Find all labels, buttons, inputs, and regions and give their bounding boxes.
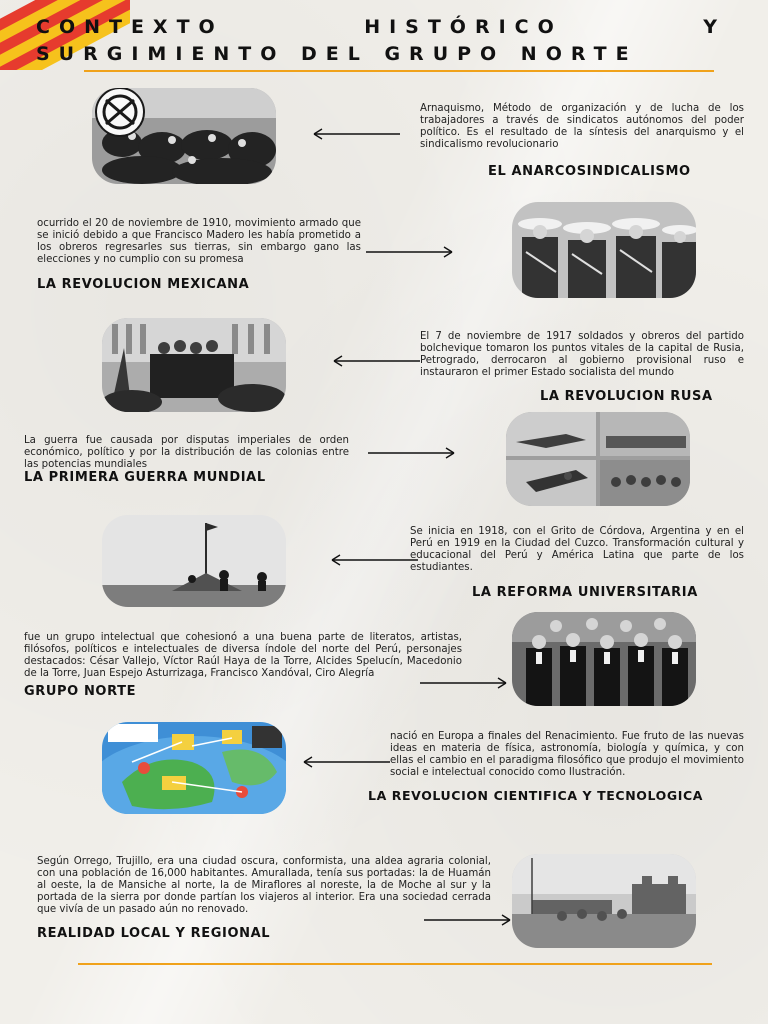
arrow-right-icon xyxy=(366,445,458,461)
arrow-right-icon xyxy=(422,912,514,928)
photo-anarcosindicalismo xyxy=(92,88,276,184)
section-heading-primera-guerra: LA PRIMERA GUERRA MUNDIAL xyxy=(24,470,266,485)
section-heading-grupo-norte: GRUPO NORTE xyxy=(24,684,137,699)
top-divider xyxy=(84,70,714,72)
title-word-3: Y xyxy=(703,16,726,38)
section-heading-revolucion-cientifica: LA REVOLUCION CIENTIFICA Y TECNOLOGICA xyxy=(368,788,703,803)
section-text-anarcosindicalismo: Arnaquismo, Método de organización y de lucha de los trabajadores a través de sindicatos autónomos del poder político. Es el resultado de la síntesis del anarquismo y el sindicalismo revolucionario xyxy=(420,103,744,150)
arrow-right-icon xyxy=(418,675,510,691)
photo-grupo-norte xyxy=(512,612,696,706)
photo-revolucion-rusa xyxy=(102,318,286,412)
section-heading-revolucion-mexicana: LA REVOLUCION MEXICANA xyxy=(37,277,250,292)
photo-realidad-local xyxy=(512,854,696,948)
section-text-revolucion-mexicana: ocurrido el 20 de noviembre de 1910, movimiento armado que se inició debido a que Francisco Madero les había prometido a los obreros regresarles sus tierras, sin embargo gano las elecciones y no cumplio con su promesa xyxy=(37,218,361,265)
arrow-left-icon xyxy=(330,353,422,369)
title-line-2: SURGIMIENTO DEL GRUPO NORTE xyxy=(36,43,638,65)
section-text-primera-guerra: La guerra fue causada por disputas imperiales de orden económico, político y por la distribución de las colonias entre las potencias mundiales xyxy=(24,435,349,470)
section-text-grupo-norte: fue un grupo intelectual que cohesionó a una buena parte de literatos, artistas, filósofos, políticos e intelectuales de diversa índole del norte del Perú, personajes destacados: César Vallejo, Víctor Raúl Haya de la Torre, Alcides Spelucín, Macedonio de la Torre, Juan Espejo Asturrizaga, Francisco Xandóval, Ciro Alegría xyxy=(24,632,462,679)
section-text-realidad-local: Según Orrego, Trujillo, era una ciudad oscura, conformista, una aldea agraria colonial, con una población de 16,000 habitantes. Amurallada, tenía sus portadas: la de Huamán al oeste, la de Mansiche al norte, la de Miraflores al noreste, la de Moche al sur y la portada de la sierra por donde partían los viajeros al interior. Era una sociedad cerrada que vivía de un pasado aún no renovado. xyxy=(37,856,491,915)
title-word-1: CONTEXTO xyxy=(36,16,224,38)
arrow-left-icon xyxy=(328,552,420,568)
page-title xyxy=(36,14,736,68)
section-heading-revolucion-rusa: LA REVOLUCION RUSA xyxy=(540,389,713,404)
section-heading-realidad-local: REALIDAD LOCAL Y REGIONAL xyxy=(37,926,271,941)
arrow-right-icon xyxy=(364,244,456,260)
photo-reforma-universitaria xyxy=(102,515,286,607)
title-word-2: HISTÓRICO xyxy=(364,16,563,38)
section-text-reforma-universitaria: Se inicia en 1918, con el Grito de Córdova, Argentina y en el Perú en 1919 en la Ciudad del Cuzco. Transformación cultural y educacional del Perú y América Latina que parte de los estudiantes. xyxy=(410,526,744,573)
photo-primera-guerra xyxy=(506,412,690,506)
photo-revolucion-mexicana xyxy=(512,202,696,298)
photo-revolucion-cientifica xyxy=(102,722,286,814)
section-text-revolucion-rusa: El 7 de noviembre de 1917 soldados y obreros del partido bolchevique tomaron los puntos vitales de la capital de Rusia, Petrogrado, derrocaron al gobierno provisional ruso e instauraron el primer Estado socialista del mundo xyxy=(420,331,744,378)
arrow-left-icon xyxy=(310,126,402,142)
arrow-left-icon xyxy=(300,754,392,770)
section-heading-anarcosindicalismo: EL ANARCOSINDICALISMO xyxy=(488,164,691,179)
section-heading-reforma-universitaria: LA REFORMA UNIVERSITARIA xyxy=(472,585,698,600)
section-text-revolucion-cientifica: nació en Europa a finales del Renacimiento. Fue fruto de las nuevas ideas en materia de física, astronomía, biología y química, y con ellas el cambio en el paradigma filosófico que produjo el movimiento social e intelectual conocido como Ilustración. xyxy=(390,731,744,778)
bottom-divider xyxy=(78,963,712,965)
